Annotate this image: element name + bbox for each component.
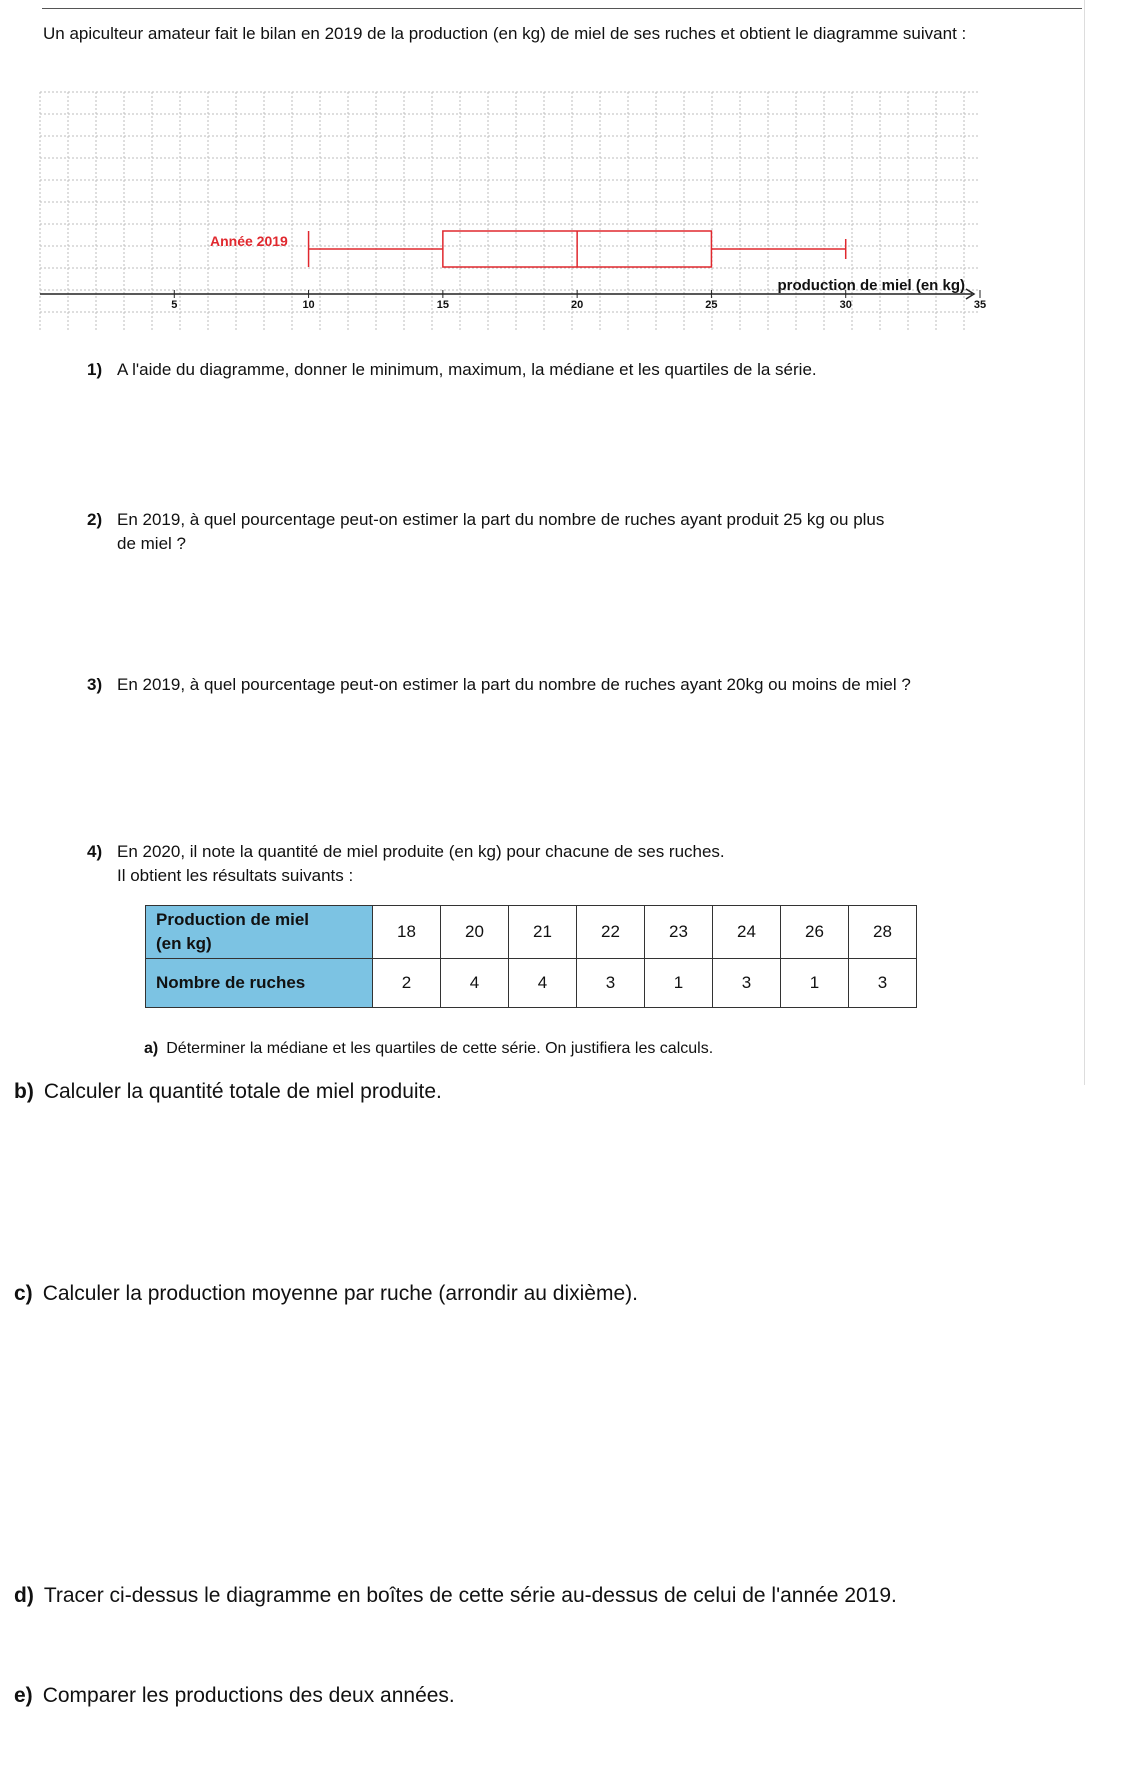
question-number: 1) <box>87 360 103 379</box>
subquestion-e <box>14 1682 455 1710</box>
question-text: En 2019, à quel pourcentage peut-on estimer la part du nombre de ruches ayant 20kg ou moins de miel ? <box>117 675 911 694</box>
table-cell: 20 <box>441 906 509 959</box>
subquestion-text: Comparer les productions des deux années. <box>42 1684 455 1707</box>
chart-grid <box>40 92 980 332</box>
question-text: En 2019, à quel pourcentage peut-on estimer la part du nombre de ruches ayant produit 25 kg ou plus <box>117 510 885 529</box>
subquestion-letter: d) <box>14 1584 34 1607</box>
subquestion-text: Tracer ci-dessus le diagramme en boîtes de cette série au-dessus de celui de l'année 2019. <box>43 1584 897 1607</box>
question-2 <box>87 508 884 556</box>
question-number: 4) <box>87 842 103 861</box>
x-tick-label: 5 <box>171 299 178 311</box>
question-number: 3) <box>87 675 103 694</box>
table-row <box>146 959 917 1008</box>
table-cell: 21 <box>509 906 577 959</box>
boxplot-chart <box>40 92 987 332</box>
table-cell: 22 <box>577 906 645 959</box>
question-text-continued: de miel ? <box>117 534 186 553</box>
subquestion-letter: a) <box>144 1040 159 1057</box>
right-margin-line <box>1084 0 1085 1085</box>
subquestion-text: Calculer la quantité totale de miel produite. <box>43 1080 442 1103</box>
subquestion-letter: b) <box>14 1080 34 1103</box>
x-tick-label: 15 <box>436 299 449 311</box>
table-cell: 23 <box>645 906 713 959</box>
subquestion-letter: c) <box>14 1282 33 1305</box>
subquestion-text: Déterminer la médiane et les quartiles de cette série. On justifiera les calculs. <box>166 1040 714 1057</box>
subquestion-c <box>14 1280 638 1308</box>
table-cell: 28 <box>849 906 917 959</box>
boxplot <box>309 231 846 267</box>
table-cell: 24 <box>713 906 781 959</box>
subquestion-letter: e) <box>14 1684 33 1707</box>
results-table <box>145 905 917 1008</box>
x-tick-label: 30 <box>839 299 852 311</box>
x-tick-label: 25 <box>705 299 718 311</box>
table-cell: 4 <box>509 959 577 1008</box>
table-cell: 4 <box>441 959 509 1008</box>
table-cell: 26 <box>781 906 849 959</box>
subquestion-d <box>14 1582 897 1610</box>
subquestion-text: Calculer la production moyenne par ruche (arrondir au dixième). <box>42 1282 638 1305</box>
table-cell: 3 <box>849 959 917 1008</box>
x-tick-label: 20 <box>571 299 584 311</box>
question-1 <box>87 358 817 382</box>
subquestion-a <box>144 1040 713 1058</box>
table-cell: 18 <box>373 906 441 959</box>
question-text-continued: Il obtient les résultats suivants : <box>117 866 354 885</box>
table-cell: 3 <box>713 959 781 1008</box>
row-header-ruches: Nombre de ruches <box>146 959 373 1008</box>
table-cell: 1 <box>781 959 849 1008</box>
series-label: Année 2019 <box>210 233 288 249</box>
x-axis-label: production de miel (en kg) <box>777 277 965 294</box>
table-cell: 3 <box>577 959 645 1008</box>
table-cell: 1 <box>645 959 713 1008</box>
table-cell: 2 <box>373 959 441 1008</box>
x-tick-label: 35 <box>973 299 987 311</box>
table-row <box>146 906 917 959</box>
question-3 <box>87 673 911 697</box>
intro-text: Un apiculteur amateur fait le bilan en 2019 de la production (en kg) de miel de ses ruches et obtient le diagramme suivant : <box>43 24 967 43</box>
question-4 <box>87 840 725 888</box>
top-rule <box>42 8 1082 9</box>
subquestion-b <box>14 1078 442 1106</box>
row-header-production: Production de miel (en kg) <box>146 906 373 959</box>
question-text: En 2020, il note la quantité de miel produite (en kg) pour chacune de ses ruches. <box>117 842 725 861</box>
question-text: A l'aide du diagramme, donner le minimum, maximum, la médiane et les quartiles de la série. <box>117 360 817 379</box>
question-number: 2) <box>87 510 103 529</box>
x-tick-label: 10 <box>302 299 315 311</box>
